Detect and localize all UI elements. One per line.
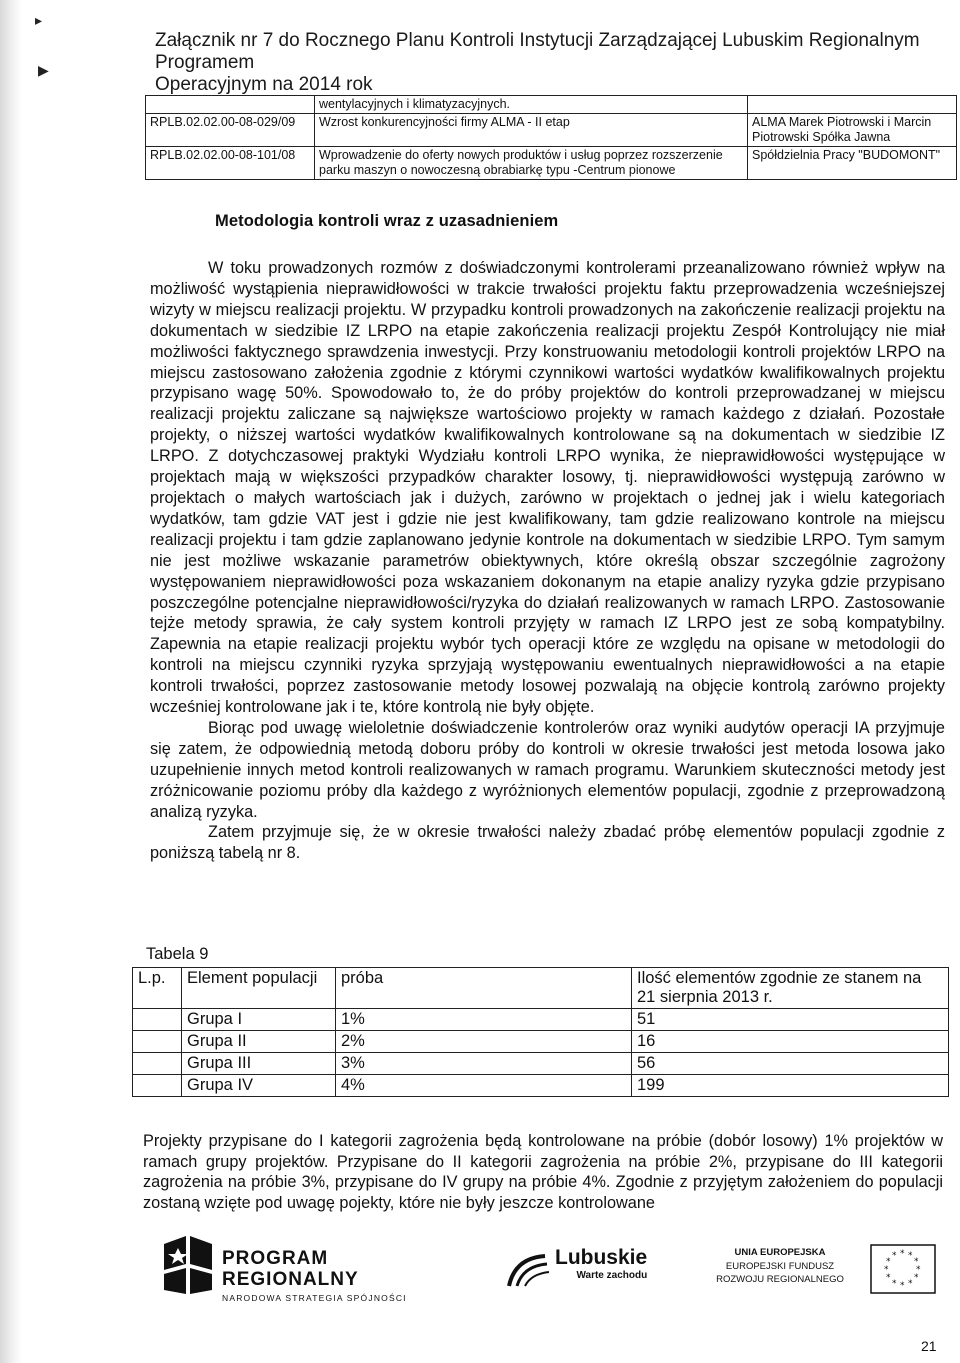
- svg-text:*: *: [908, 1251, 913, 1261]
- lubuskie-line-1: Lubuskie: [555, 1246, 648, 1269]
- eu-flag-icon: [870, 1244, 936, 1294]
- svg-text:*: *: [892, 1279, 897, 1289]
- row-lp: [133, 1053, 182, 1075]
- document-header: [155, 30, 945, 96]
- eu-line-1: UNIA EUROPEJSKA: [734, 1247, 826, 1258]
- table-row: [146, 147, 957, 180]
- row-count: 51: [632, 1009, 949, 1031]
- row-element: Grupa III: [182, 1053, 336, 1075]
- svg-text:*: *: [884, 1265, 889, 1275]
- row-element: Grupa I: [182, 1009, 336, 1031]
- row-sample: 4%: [336, 1075, 632, 1097]
- program-regionalny-text: [222, 1248, 407, 1303]
- row-count: 16: [632, 1031, 949, 1053]
- column-header: L.p.: [133, 968, 182, 1009]
- paragraph: W toku prowadzonych rozmów z doświadczonymi kontrolerami przeanalizowano również wpływ na możliwość wystąpienia nieprawidłowości w trakcie trwałości projektu faktu przeprowadzenia wcześniejszej wizyty w miejscu realizacji projektu. W przypadku kontroli prowadzonych na zakończenie realizacji projektu na dokumentach w siedzibie IZ LRPO na etapie zakończenia realizacji projektu Zespół Kontrolujący nie miał możliwości faktycznego sprawdzenia inwestycji. Przy konstruowaniu metodologii kontroli projektów LRPO na miejscu zastosowano założenia zgodnie z którymi czynnikowi wartości wydatków kwalifikowalnych projektu przypisano wagę 50%. Spowodowało to, że do próby projektów do kontroli przeprowadzanej w miejscu realizacji projektu zaliczane są największe wartościowo projekty w ramach każdego z działań. Pozostałe projekty, o niższej wartości wydatków kwalifikowalnych kontrolowane są na dokumentach w siedzibie IZ LRPO. Z dotychczasowej praktyki Wydziału kontroli LRPO wynika, że nieprawidłowości występujące w projektach mają w większości przypadków charakter losowy, tj. nieprawidłowości występują zarówno w projektach o małych wartościach jak i dużych, zarówno w projektach o jednej jak i wielu kategoriach wydatków, tam gdzie VAT jest i gdzie nie jest kwalifikowany, tam gdzie realizowano kontrole na miejscu realizacji projektu i tam gdzie zaplanowano jedynie kontrole na dokumentach w siedzibie LRPO. Tym samym nie jest możliwe wskazanie parametrów obiektywnych, które określą obszar szczególnie zagrożony występowaniem nieprawidłowości poza wskazaniem dokonanym na etapie analizy ryzyka gdzie przypisano poszczególne potencjalne nieprawidłowości/ryzyka do działań realizowanych w ramach LRPO. Zastosowanie tejże metody sprawia, że cały system kontroli przyjęty w ramach IZ LRPO jest ze sobą kompatybilny. Zapewnia na etapie realizacji projektu wybór tych operacji które ze względu na opisane w metodologii do kontroli na miejscu czynniki ryzyka sprzyjają występowaniu ewentualnych nieprawidłowości a na etapie kontroli trwałości, poprzez zastosowanie metody losowej pozwalają na objęcie kontrolą zarówno projekty wcześniej kontrolowane jak i te, które kontrolą nie były objęte.: [150, 259, 945, 717]
- svg-text:*: *: [886, 1257, 891, 1267]
- project-code: RPLB.02.02.00-08-029/09: [146, 114, 315, 147]
- scan-edge-shadow: [0, 0, 22, 1363]
- lubuskie-line-2: Warte zachodu: [576, 1270, 648, 1281]
- svg-text:*: *: [900, 1281, 905, 1291]
- paragraph: Zatem przyjmuje się, że w okresie trwałości należy zbadać próbę elementów populacji zgodnie z poniższą tabelą nr 8.: [150, 823, 945, 863]
- row-element: Grupa IV: [182, 1075, 336, 1097]
- project-code: RPLB.02.02.00-08-101/08: [146, 147, 315, 180]
- row-sample: 1%: [336, 1009, 632, 1031]
- program-line-1: PROGRAM: [222, 1248, 329, 1269]
- scan-mark: ▶: [38, 62, 49, 78]
- project-beneficiary: [748, 96, 957, 114]
- projects-table: [145, 95, 957, 180]
- population-table: [132, 967, 949, 1097]
- program-line-2: REGIONALNY: [222, 1269, 359, 1290]
- footer-logos: [160, 1228, 950, 1318]
- eu-line-3: ROZWOJU REGIONALNEGO: [716, 1274, 844, 1285]
- eu-text: [705, 1246, 855, 1286]
- row-lp: [133, 1009, 182, 1031]
- row-element: Grupa II: [182, 1031, 336, 1053]
- table-row: [133, 1009, 949, 1031]
- header-line-2: Operacyjnym na 2014 rok: [155, 74, 373, 95]
- project-description: wentylacyjnych i klimatyzacyjnych.: [315, 96, 748, 114]
- row-count: 199: [632, 1075, 949, 1097]
- page-number: 21: [921, 1338, 937, 1354]
- row-count: 56: [632, 1053, 949, 1075]
- svg-text:*: *: [892, 1251, 897, 1261]
- svg-text:*: *: [908, 1279, 913, 1289]
- header-line-1: Załącznik nr 7 do Rocznego Planu Kontroli Instytucji Zarządzającej Lubuskim Regionalnym Programem: [155, 30, 920, 73]
- svg-text:*: *: [916, 1265, 921, 1275]
- table-row: [133, 1053, 949, 1075]
- paragraph: Biorąc pod uwagę wieloletnie doświadczenie kontrolerów oraz wyniki audytów operacji IA przyjmuje się zatem, że odpowiednią metodą doboru próby do kontroli w okresie trwałości jest metoda losowa jako uzupełnienie innych metod kontroli realizowanych w ramach programu. Warunkiem skuteczności metody jest zróżnicowanie poziomu próby dla każdego z wyróżnionych elementów populacji, zgodnie z przeprowadzoną analizą ryzyka.: [150, 718, 945, 821]
- project-description: Wzrost konkurencyjności firmy ALMA - II etap: [315, 114, 748, 147]
- project-beneficiary: ALMA Marek Piotrowski i Marcin Piotrowski Spółka Jawna: [748, 114, 957, 147]
- svg-text:*: *: [914, 1273, 919, 1283]
- svg-text:*: *: [914, 1257, 919, 1267]
- project-code: [146, 96, 315, 114]
- project-description: Wprowadzenie do oferty nowych produktów i usług poprzez rozszerzenie parku maszyn o nowoczesną obrabiarkę typu -Centrum pionowe: [315, 147, 748, 180]
- row-lp: [133, 1031, 182, 1053]
- lubuskie-text: [555, 1246, 647, 1281]
- column-header: Element populacji: [182, 968, 336, 1009]
- closing-paragraph: Projekty przypisane do I kategorii zagrożenia będą kontrolowane na próbie (dobór losowy) 1% projektów w ramach grupy projektów. Przypisane do II kategorii zagrożenia na próbie 2%, przypisane do III kategorii zagrożenia na próbie 3%, przypisane do IV grupy na próbie 4%. Zgodnie z przyjętym założeniem do populacji zostaną wzięte pod uwagę pojekty, które nie były jeszcze kontrolowane: [143, 1132, 943, 1212]
- svg-text:*: *: [900, 1249, 905, 1259]
- row-sample: 3%: [336, 1053, 632, 1075]
- row-sample: 2%: [336, 1031, 632, 1053]
- svg-text:*: *: [886, 1273, 891, 1283]
- column-header: próba: [336, 968, 632, 1009]
- lubuskie-logo-icon: [505, 1250, 553, 1290]
- table-row: [146, 114, 957, 147]
- body-text: [150, 258, 945, 864]
- table-header-row: [133, 968, 949, 1009]
- row-lp: [133, 1075, 182, 1097]
- program-line-3: NARODOWA STRATEGIA SPÓJNOŚCI: [222, 1293, 407, 1303]
- column-header: Ilość elementów zgodnie ze stanem na 21 sierpnia 2013 r.: [632, 968, 949, 1009]
- table-row: [133, 1031, 949, 1053]
- table-caption: Tabela 9: [146, 945, 209, 963]
- table-row: [146, 96, 957, 114]
- table-row: [133, 1075, 949, 1097]
- scan-mark: ▸: [35, 12, 43, 28]
- section-title: Metodologia kontroli wraz z uzasadnieniem: [215, 212, 559, 230]
- eu-line-2: EUROPEJSKI FUNDUSZ: [725, 1261, 835, 1272]
- project-beneficiary: Spółdzielnia Pracy "BUDOMONT": [748, 147, 957, 180]
- program-regionalny-logo-icon: [160, 1234, 216, 1296]
